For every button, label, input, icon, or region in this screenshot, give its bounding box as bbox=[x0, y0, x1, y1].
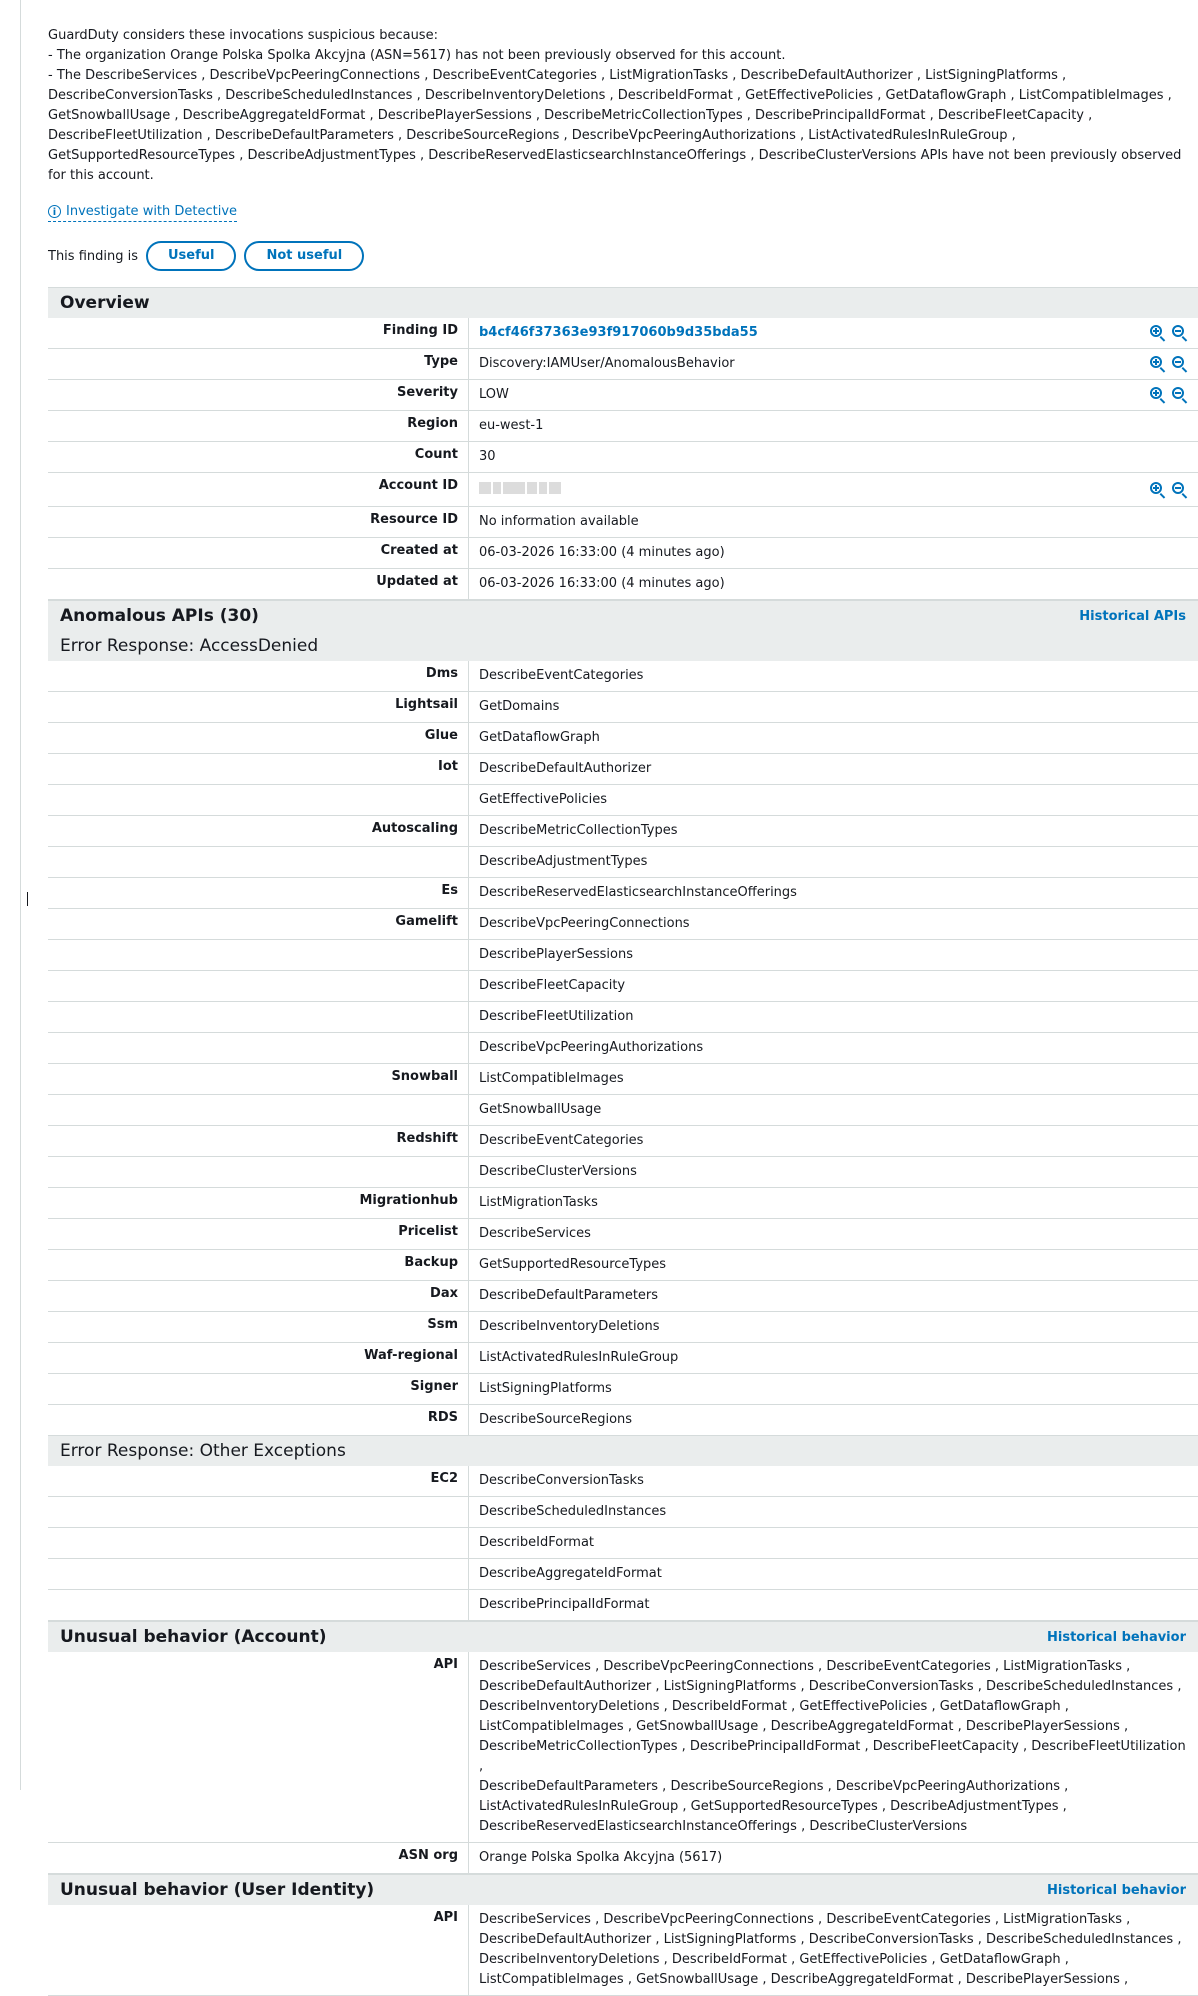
row-value-text: DescribeDefaultAuthorizer bbox=[479, 761, 652, 776]
row-value bbox=[469, 909, 1198, 939]
anomalous-apis-section-header bbox=[48, 600, 1198, 631]
row-value-text: DescribeFleetCapacity bbox=[479, 978, 626, 993]
row-key: Type bbox=[48, 349, 469, 379]
table-row bbox=[48, 473, 1198, 507]
zoom-in-icon[interactable] bbox=[1150, 325, 1166, 341]
row-value-text: DescribeClusterVersions bbox=[479, 1164, 637, 1179]
row-value bbox=[469, 1405, 1198, 1435]
row-value bbox=[469, 1126, 1198, 1156]
access-denied-subheader: Error Response: AccessDenied bbox=[48, 631, 1198, 661]
row-value bbox=[469, 1219, 1198, 1249]
table-row bbox=[48, 1497, 1198, 1528]
row-key: Backup bbox=[48, 1250, 469, 1280]
table-row bbox=[48, 661, 1198, 692]
table-row bbox=[48, 816, 1198, 847]
table-row bbox=[48, 1374, 1198, 1405]
row-value bbox=[469, 1281, 1198, 1311]
row-value-text: DescribeEventCategories bbox=[479, 1133, 644, 1148]
row-key: Redshift bbox=[48, 1126, 469, 1156]
row-value-text: DescribeInventoryDeletions bbox=[479, 1319, 660, 1334]
row-value-text: ListActivatedRulesInRuleGroup bbox=[479, 1350, 679, 1365]
api-list-line: DescribeMetricCollectionTypes , DescribePrincipalIdFormat , DescribeFleetCapacity , DescribeFleetUtilization , bbox=[479, 1739, 1186, 1774]
row-value bbox=[469, 723, 1198, 753]
description-line: GuardDuty considers these invocations suspicious because: bbox=[48, 28, 438, 43]
row-value-text: DescribeReservedElasticsearchInstanceOfferings bbox=[479, 885, 797, 900]
row-value-text: DescribeServices bbox=[479, 1226, 591, 1241]
row-value-text: DescribeAggregateIdFormat bbox=[479, 1566, 662, 1581]
table-row bbox=[48, 1466, 1198, 1497]
finding-id-link[interactable]: b4cf46f37363e93f917060b9d35bda55 bbox=[479, 325, 758, 340]
row-value bbox=[469, 1528, 1198, 1558]
row-value bbox=[469, 940, 1198, 970]
row-value-text: DescribeMetricCollectionTypes bbox=[479, 823, 678, 838]
row-key: Dax bbox=[48, 1281, 469, 1311]
description-line: - The DescribeServices , DescribeVpcPeeringConnections , DescribeEventCategories , ListMigrationTasks , DescribeDefaultAuthorizer , ListSigningPlatforms , DescribeConversionTasks , DescribeScheduledInstances , DescribeInventoryDeletions , DescribeIdFormat , GetEffectivePolicies , GetDataflowGraph , ListCompatibleImages , GetSnowballUsage , DescribeAggregateIdFormat , DescribePlayerSessions , DescribeMetricCollectionTypes , DescribePrincipalIdFormat , DescribeFleetCapacity , DescribeFleetUtilization , DescribeDefaultParameters , DescribeSourceRegions , DescribeVpcPeeringAuthorizations , ListActivatedRulesInRuleGroup , GetSupportedResourceTypes , DescribeAdjustmentTypes , DescribeReservedElasticsearchInstanceOfferings , DescribeClusterVersions APIs have not been previously observed for this account. bbox=[48, 68, 1182, 183]
historical-apis-link[interactable]: Historical APIs bbox=[1079, 608, 1186, 624]
row-key bbox=[48, 1590, 469, 1620]
info-icon: i bbox=[48, 205, 61, 218]
description-line: - The organization Orange Polska Spolka Akcyjna (ASN=5617) has not been previously observed for this account. bbox=[48, 48, 786, 63]
api-list-line: DescribeReservedElasticsearchInstanceOfferings , DescribeClusterVersions bbox=[479, 1819, 968, 1834]
row-key: Finding ID bbox=[48, 318, 469, 348]
row-value-text: DescribeAdjustmentTypes bbox=[479, 854, 648, 869]
row-value bbox=[469, 971, 1198, 1001]
row-value-text: 06-03-2026 16:33:00 (4 minutes ago) bbox=[479, 576, 725, 591]
table-row bbox=[48, 1250, 1198, 1281]
row-value-text: GetEffectivePolicies bbox=[479, 792, 607, 807]
row-key: Gamelift bbox=[48, 909, 469, 939]
row-value-text: DescribeVpcPeeringAuthorizations bbox=[479, 1040, 704, 1055]
finding-description bbox=[48, 26, 1198, 186]
row-key bbox=[48, 1002, 469, 1032]
api-list-line: DescribeDefaultAuthorizer , ListSigningPlatforms , DescribeConversionTasks , DescribeScheduledInstances , bbox=[479, 1679, 1182, 1694]
filter-actions bbox=[1150, 385, 1188, 405]
row-key bbox=[48, 1559, 469, 1589]
table-row bbox=[48, 1312, 1198, 1343]
table-row bbox=[48, 723, 1198, 754]
api-list-line: ListCompatibleImages , GetSnowballUsage , DescribeAggregateIdFormat , DescribePlayerSessions , bbox=[479, 1719, 1129, 1734]
table-row bbox=[48, 1219, 1198, 1250]
unusual-user-section-header bbox=[48, 1874, 1198, 1905]
table-row bbox=[48, 1843, 1198, 1874]
row-value bbox=[469, 1374, 1198, 1404]
row-key: Migrationhub bbox=[48, 1188, 469, 1218]
row-key bbox=[48, 1095, 469, 1125]
api-list bbox=[479, 1910, 1188, 1990]
row-value-text: eu-west-1 bbox=[479, 418, 544, 433]
row-key: Glue bbox=[48, 723, 469, 753]
row-value-text: DescribeScheduledInstances bbox=[479, 1504, 667, 1519]
row-value bbox=[469, 878, 1198, 908]
filter-actions bbox=[1150, 323, 1188, 343]
table-row bbox=[48, 442, 1198, 473]
row-value bbox=[469, 1343, 1198, 1373]
investigate-with-detective-link[interactable] bbox=[48, 204, 237, 222]
table-row bbox=[48, 538, 1198, 569]
table-row bbox=[48, 1064, 1198, 1095]
row-value bbox=[469, 569, 1198, 599]
row-value bbox=[469, 349, 1198, 379]
table-row bbox=[48, 1590, 1198, 1621]
table-row bbox=[48, 349, 1198, 380]
row-value-text: DescribeDefaultParameters bbox=[479, 1288, 659, 1303]
table-row bbox=[48, 692, 1198, 723]
access-denied-rows bbox=[48, 661, 1198, 1436]
row-value bbox=[469, 785, 1198, 815]
row-key: ASN org bbox=[48, 1843, 469, 1873]
row-key: Created at bbox=[48, 538, 469, 568]
table-row bbox=[48, 878, 1198, 909]
row-key: API bbox=[48, 1905, 469, 1995]
row-value-text: 06-03-2026 16:33:00 (4 minutes ago) bbox=[479, 545, 725, 560]
row-value bbox=[469, 1497, 1198, 1527]
table-row bbox=[48, 1095, 1198, 1126]
api-list-line: DescribeDefaultParameters , DescribeSourceRegions , DescribeVpcPeeringAuthorizations , bbox=[479, 1779, 1069, 1794]
row-key bbox=[48, 1033, 469, 1063]
row-key bbox=[48, 1497, 469, 1527]
useful-button[interactable]: Useful bbox=[146, 241, 236, 271]
table-row bbox=[48, 318, 1198, 349]
table-row bbox=[48, 1002, 1198, 1033]
row-value-text: DescribeConversionTasks bbox=[479, 1473, 644, 1488]
panel-left-border bbox=[20, 0, 21, 1790]
row-key: API bbox=[48, 1652, 469, 1842]
table-row bbox=[48, 1652, 1198, 1843]
row-value bbox=[469, 1188, 1198, 1218]
row-value bbox=[469, 1652, 1198, 1842]
row-key: Ssm bbox=[48, 1312, 469, 1342]
row-value-text: DescribePrincipalIdFormat bbox=[479, 1597, 650, 1612]
row-value bbox=[469, 1002, 1198, 1032]
api-list-line: DescribeInventoryDeletions , DescribeIdFormat , GetEffectivePolicies , GetDataflowGraph , bbox=[479, 1699, 1069, 1714]
row-value bbox=[469, 847, 1198, 877]
redacted-account-id bbox=[479, 478, 561, 498]
row-value bbox=[469, 1312, 1198, 1342]
row-value-text: DescribeEventCategories bbox=[479, 668, 644, 683]
row-value-text: GetSnowballUsage bbox=[479, 1102, 602, 1117]
row-key: Region bbox=[48, 411, 469, 441]
row-value-text: GetDomains bbox=[479, 699, 560, 714]
row-value bbox=[469, 473, 1198, 506]
section-title: Anomalous APIs (30) bbox=[60, 606, 259, 626]
table-row bbox=[48, 569, 1198, 600]
row-value bbox=[469, 318, 1198, 348]
row-value bbox=[469, 661, 1198, 691]
row-value-text: DescribeSourceRegions bbox=[479, 1412, 633, 1427]
other-exceptions-subheader: Error Response: Other Exceptions bbox=[48, 1436, 1198, 1466]
table-row bbox=[48, 1188, 1198, 1219]
api-list-line: DescribeInventoryDeletions , DescribeIdFormat , GetEffectivePolicies , GetDataflowGraph , bbox=[479, 1952, 1069, 1967]
historical-behavior-link[interactable]: Historical behavior bbox=[1047, 1882, 1186, 1898]
not-useful-button[interactable]: Not useful bbox=[244, 241, 364, 271]
row-value bbox=[469, 1466, 1198, 1496]
row-key: Dms bbox=[48, 661, 469, 691]
zoom-in-icon[interactable] bbox=[1150, 387, 1166, 403]
row-value bbox=[469, 1157, 1198, 1187]
row-value bbox=[469, 1559, 1198, 1589]
row-key: EC2 bbox=[48, 1466, 469, 1496]
other-exceptions-rows bbox=[48, 1466, 1198, 1621]
row-value-text: No information available bbox=[479, 514, 639, 529]
row-value bbox=[469, 1843, 1198, 1873]
row-key: Severity bbox=[48, 380, 469, 410]
row-value bbox=[469, 380, 1198, 410]
detective-link-label: Investigate with Detective bbox=[66, 204, 238, 219]
filter-actions bbox=[1150, 478, 1188, 501]
row-value bbox=[469, 1250, 1198, 1280]
row-key: Waf-regional bbox=[48, 1343, 469, 1373]
table-row bbox=[48, 507, 1198, 538]
api-list bbox=[479, 1657, 1188, 1837]
row-value bbox=[469, 816, 1198, 846]
row-value-text: ListCompatibleImages bbox=[479, 1071, 624, 1086]
row-key: Count bbox=[48, 442, 469, 472]
zoom-in-icon[interactable] bbox=[1150, 356, 1166, 372]
row-value-text: DescribeFleetUtilization bbox=[479, 1009, 634, 1024]
row-key bbox=[48, 1528, 469, 1558]
row-value bbox=[469, 1095, 1198, 1125]
zoom-out-icon[interactable] bbox=[1172, 482, 1188, 498]
feedback-label: This finding is bbox=[48, 248, 138, 264]
row-value-text: DescribeIdFormat bbox=[479, 1535, 595, 1550]
section-title: Unusual behavior (Account) bbox=[60, 1627, 327, 1647]
row-value bbox=[469, 442, 1198, 472]
asn-org-value: Orange Polska Spolka Akcyjna (5617) bbox=[479, 1850, 723, 1865]
unusual-account-section-header bbox=[48, 1621, 1198, 1652]
api-list-line: ListActivatedRulesInRuleGroup , GetSupportedResourceTypes , DescribeAdjustmentTypes , bbox=[479, 1799, 1067, 1814]
zoom-out-icon[interactable] bbox=[1172, 325, 1188, 341]
table-row bbox=[48, 754, 1198, 785]
row-key: Lightsail bbox=[48, 692, 469, 722]
row-value-text: ListSigningPlatforms bbox=[479, 1381, 612, 1396]
row-value bbox=[469, 1033, 1198, 1063]
row-value-text: GetDataflowGraph bbox=[479, 730, 600, 745]
overview-section-header bbox=[48, 287, 1198, 318]
row-key: Signer bbox=[48, 1374, 469, 1404]
filter-actions bbox=[1150, 354, 1188, 374]
row-key: Updated at bbox=[48, 569, 469, 599]
row-key bbox=[48, 847, 469, 877]
row-value-text: DescribeVpcPeeringConnections bbox=[479, 916, 690, 931]
details-table bbox=[48, 287, 1198, 1996]
table-row bbox=[48, 1528, 1198, 1559]
table-row bbox=[48, 1559, 1198, 1590]
row-value bbox=[469, 411, 1198, 441]
text-cursor bbox=[27, 892, 28, 906]
row-key bbox=[48, 971, 469, 1001]
row-key bbox=[48, 940, 469, 970]
row-key bbox=[48, 785, 469, 815]
zoom-in-icon[interactable] bbox=[1150, 482, 1166, 498]
row-key: Iot bbox=[48, 754, 469, 784]
table-row bbox=[48, 1126, 1198, 1157]
row-value bbox=[469, 1064, 1198, 1094]
row-value-text: LOW bbox=[479, 387, 509, 402]
zoom-out-icon[interactable] bbox=[1172, 356, 1188, 372]
row-value bbox=[469, 1590, 1198, 1620]
row-value bbox=[469, 692, 1198, 722]
table-row bbox=[48, 1281, 1198, 1312]
table-row bbox=[48, 411, 1198, 442]
row-key: Es bbox=[48, 878, 469, 908]
table-row bbox=[48, 785, 1198, 816]
table-row bbox=[48, 1033, 1198, 1064]
row-key: RDS bbox=[48, 1405, 469, 1435]
row-key: Pricelist bbox=[48, 1219, 469, 1249]
row-value bbox=[469, 538, 1198, 568]
row-key: Autoscaling bbox=[48, 816, 469, 846]
table-row bbox=[48, 971, 1198, 1002]
row-key: Snowball bbox=[48, 1064, 469, 1094]
overview-rows bbox=[48, 318, 1198, 600]
row-value-text bbox=[479, 478, 1150, 501]
api-list-line: DescribeDefaultAuthorizer , ListSigningPlatforms , DescribeConversionTasks , DescribeScheduledInstances , bbox=[479, 1932, 1182, 1947]
zoom-out-icon[interactable] bbox=[1172, 387, 1188, 403]
table-row bbox=[48, 940, 1198, 971]
table-row bbox=[48, 380, 1198, 411]
api-list-line: DescribeServices , DescribeVpcPeeringConnections , DescribeEventCategories , ListMigrationTasks , bbox=[479, 1912, 1131, 1927]
api-list-line: ListCompatibleImages , GetSnowballUsage , DescribeAggregateIdFormat , DescribePlayerSessions , bbox=[479, 1972, 1129, 1987]
table-row bbox=[48, 909, 1198, 940]
section-title: Overview bbox=[60, 293, 150, 313]
row-key bbox=[48, 1157, 469, 1187]
row-value bbox=[469, 1905, 1198, 1995]
finding-details-panel bbox=[48, 0, 1198, 1996]
section-title: Unusual behavior (User Identity) bbox=[60, 1880, 375, 1900]
row-value-text: DescribePlayerSessions bbox=[479, 947, 633, 962]
row-key: Account ID bbox=[48, 473, 469, 506]
row-value-text: ListMigrationTasks bbox=[479, 1195, 598, 1210]
row-value bbox=[469, 507, 1198, 537]
table-row bbox=[48, 847, 1198, 878]
table-row bbox=[48, 1157, 1198, 1188]
finding-feedback bbox=[48, 240, 1198, 272]
table-row bbox=[48, 1343, 1198, 1374]
api-list-line: DescribeServices , DescribeVpcPeeringConnections , DescribeEventCategories , ListMigrationTasks , bbox=[479, 1659, 1131, 1674]
row-value bbox=[469, 754, 1198, 784]
row-value-text: 30 bbox=[479, 449, 496, 464]
row-value-text: GetSupportedResourceTypes bbox=[479, 1257, 667, 1272]
row-value-text: Discovery:IAMUser/AnomalousBehavior bbox=[479, 356, 735, 371]
table-row bbox=[48, 1905, 1198, 1996]
row-key: Resource ID bbox=[48, 507, 469, 537]
historical-behavior-link[interactable]: Historical behavior bbox=[1047, 1629, 1186, 1645]
table-row bbox=[48, 1405, 1198, 1436]
